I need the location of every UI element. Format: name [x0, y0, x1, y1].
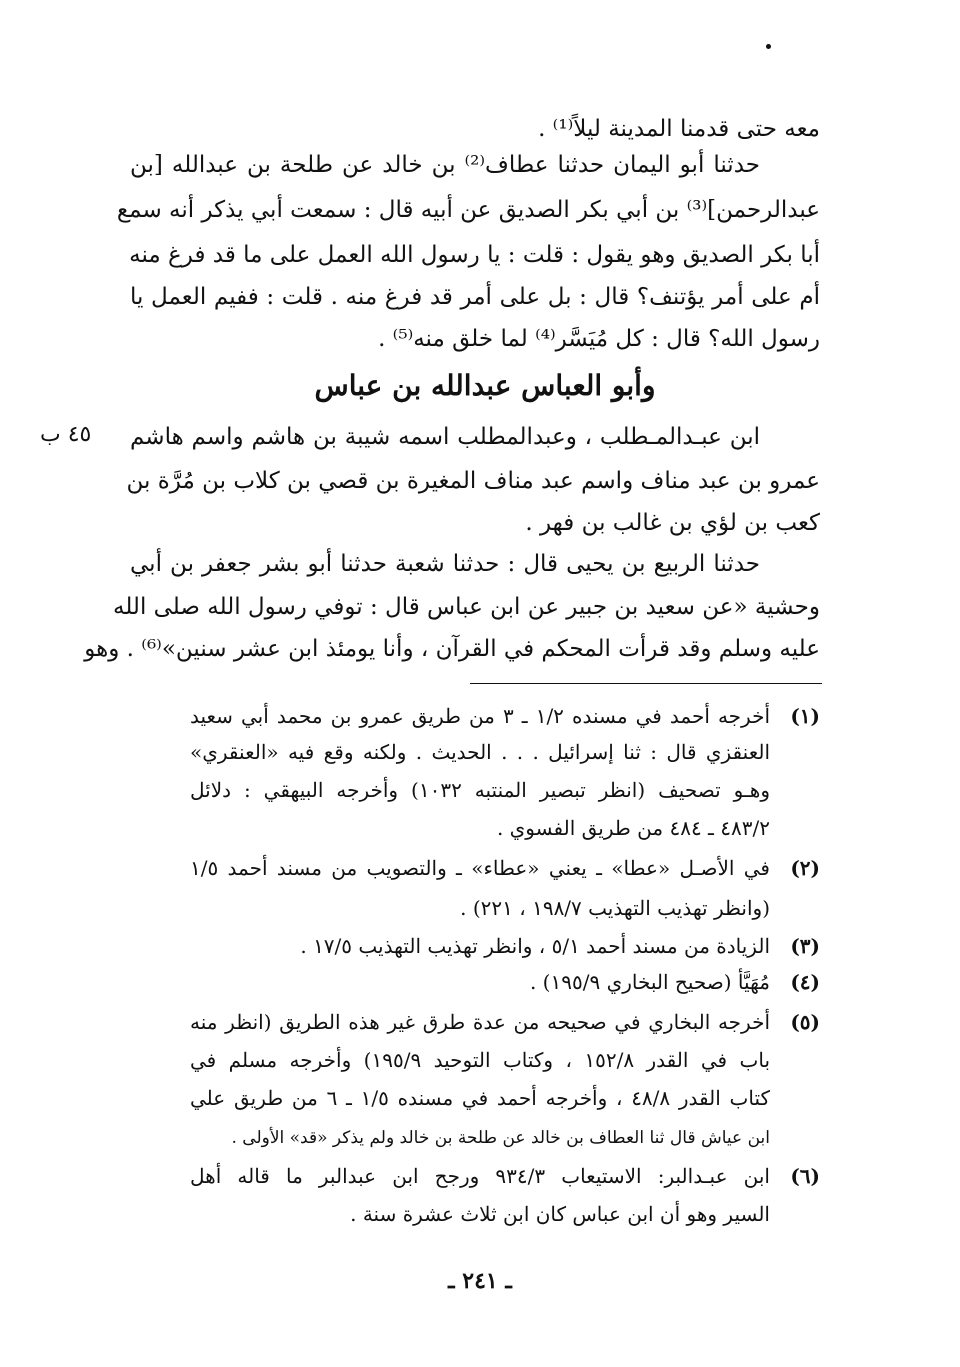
section-heading: وأبو العباس عبدالله بن عباس	[314, 369, 656, 402]
footnote-line: في الأصـل «عطا» ـ يعني «عطاء» ـ والتصويب من مسند أحمد ١/٥	[190, 856, 770, 880]
body-line: عليه وسلم وقد قرأت المحكم في القرآن ، وأنا يومئذ ابن عشر سنين»⁽⁶⁾ . وهو	[84, 636, 820, 662]
body-line: أبا بكر الصديق وهو يقول : قلت : يا رسول الله العمل على ما قد فرغ منه	[129, 242, 820, 268]
footnote-separator	[470, 683, 822, 684]
footnote-line: ابن عبـدالبر: الاستيعاب ٩٣٤/٣ ورجح ابن عبدالبر ما قاله أهل	[190, 1164, 770, 1188]
body-line: كعب بن لؤي بن غالب بن فهر .	[525, 510, 820, 536]
footnote-number: (١)	[790, 704, 820, 728]
footnote-number: (٣)	[790, 934, 820, 958]
footnote-line: ابن عياش قال ثنا العطاف بن خالد عن طلحة بن خالد ولم يذكر «قد» الأولى .	[231, 1128, 770, 1148]
body-line: أم على أمر يؤتنف؟ قال : بل على أمر قد فرغ منه . قلت : ففيم العمل يا	[130, 284, 820, 310]
body-line: معه حتى قدمنا المدينة ليلاً⁽¹⁾ .	[538, 116, 820, 142]
footnote-number: (٦)	[790, 1164, 820, 1188]
footnote-number: (٢)	[790, 856, 820, 880]
page-mark	[766, 44, 771, 49]
body-line: عبدالرحمن]⁽³⁾ بن أبي بكر الصديق عن أبيه قال : سمعت أبي يذكر أنه سمع	[116, 197, 820, 223]
footnote-line: (وانظر تهذيب التهذيب ١٩٨/٧ ، ٢٢١) .	[460, 896, 770, 920]
body-line: وحشية «عن سعيد بن جبير عن ابن عباس قال : توفي رسول الله صلى الله	[112, 594, 820, 620]
footnote-line: ٤٨٣/٢ ـ ٤٨٤ من طريق الفسوي .	[496, 816, 770, 840]
footnote-line: أخرجه البخاري في صحيحه من عدة طرق غير هذه الطريق (انظر منه	[190, 1010, 770, 1034]
footnote-line: أخرجه أحمد في مسنده ١/٢ ـ ٣ من طريق عمرو بن محمد أبي سعيد	[190, 704, 770, 728]
footnote-number: (٤)	[790, 970, 820, 994]
page-number: ـ ٢٤١ ـ	[448, 1268, 512, 1294]
body-line: رسول الله؟ قال : كل مُيَسَّر⁽⁴⁾ لما خلق منه⁽⁵⁾ .	[378, 326, 820, 352]
footnote-line: وهـو تصحيف (انظر تبصير المنتبه ١٠٣٢) وأخرجه البيهقي : دلائل	[190, 778, 770, 802]
footnote-line: السير وهو أن ابن عباس كان ابن ثلاث عشرة سنة .	[350, 1202, 770, 1226]
body-line: حدثنا أبو اليمان حدثنا عطاف⁽²⁾ بن خالد عن طلحة بن عبدالله [بن	[130, 152, 760, 178]
body-line: عمرو بن عبد مناف واسم عبد مناف المغيرة بن قصي بن كلاب بن مُرَّة بن	[126, 468, 820, 494]
footnote-line: العنقزي قال : ثنا إسرائيل . . . الحديث . ولكنه وقع فيه «العنقري»	[190, 740, 770, 764]
footnote-line: كتاب القدر ٤٨/٨ ، وأخرجه أحمد في مسنده ١/٥ ـ ٦ من طريق علي	[190, 1086, 771, 1110]
body-line: ابن عبـدالمـطلب ، وعبدالمطلب اسمه شيبة بن هاشم واسم هاشم	[130, 424, 760, 450]
footnote-line: الزيادة من مسند أحمد ٥/١ ، وانظر تهذيب التهذيب ١٧/٥ .	[300, 934, 770, 958]
body-line: حدثنا الربيع بن يحيى قال : حدثنا شعبة حدثنا أبو بشر جعفر بن أبي	[130, 551, 760, 577]
footnote-line: مُهَيَّأ (صحيح البخاري ١٩٥/٩) .	[529, 970, 770, 994]
footnote-number: (٥)	[790, 1010, 820, 1034]
margin-folio-note: ٤٥ ب	[40, 422, 92, 447]
footnote-line: باب في القدر ١٥٢/٨ ، وكتاب التوحيد ١٩٥/٩) وأخرجه مسلم في	[190, 1048, 771, 1072]
